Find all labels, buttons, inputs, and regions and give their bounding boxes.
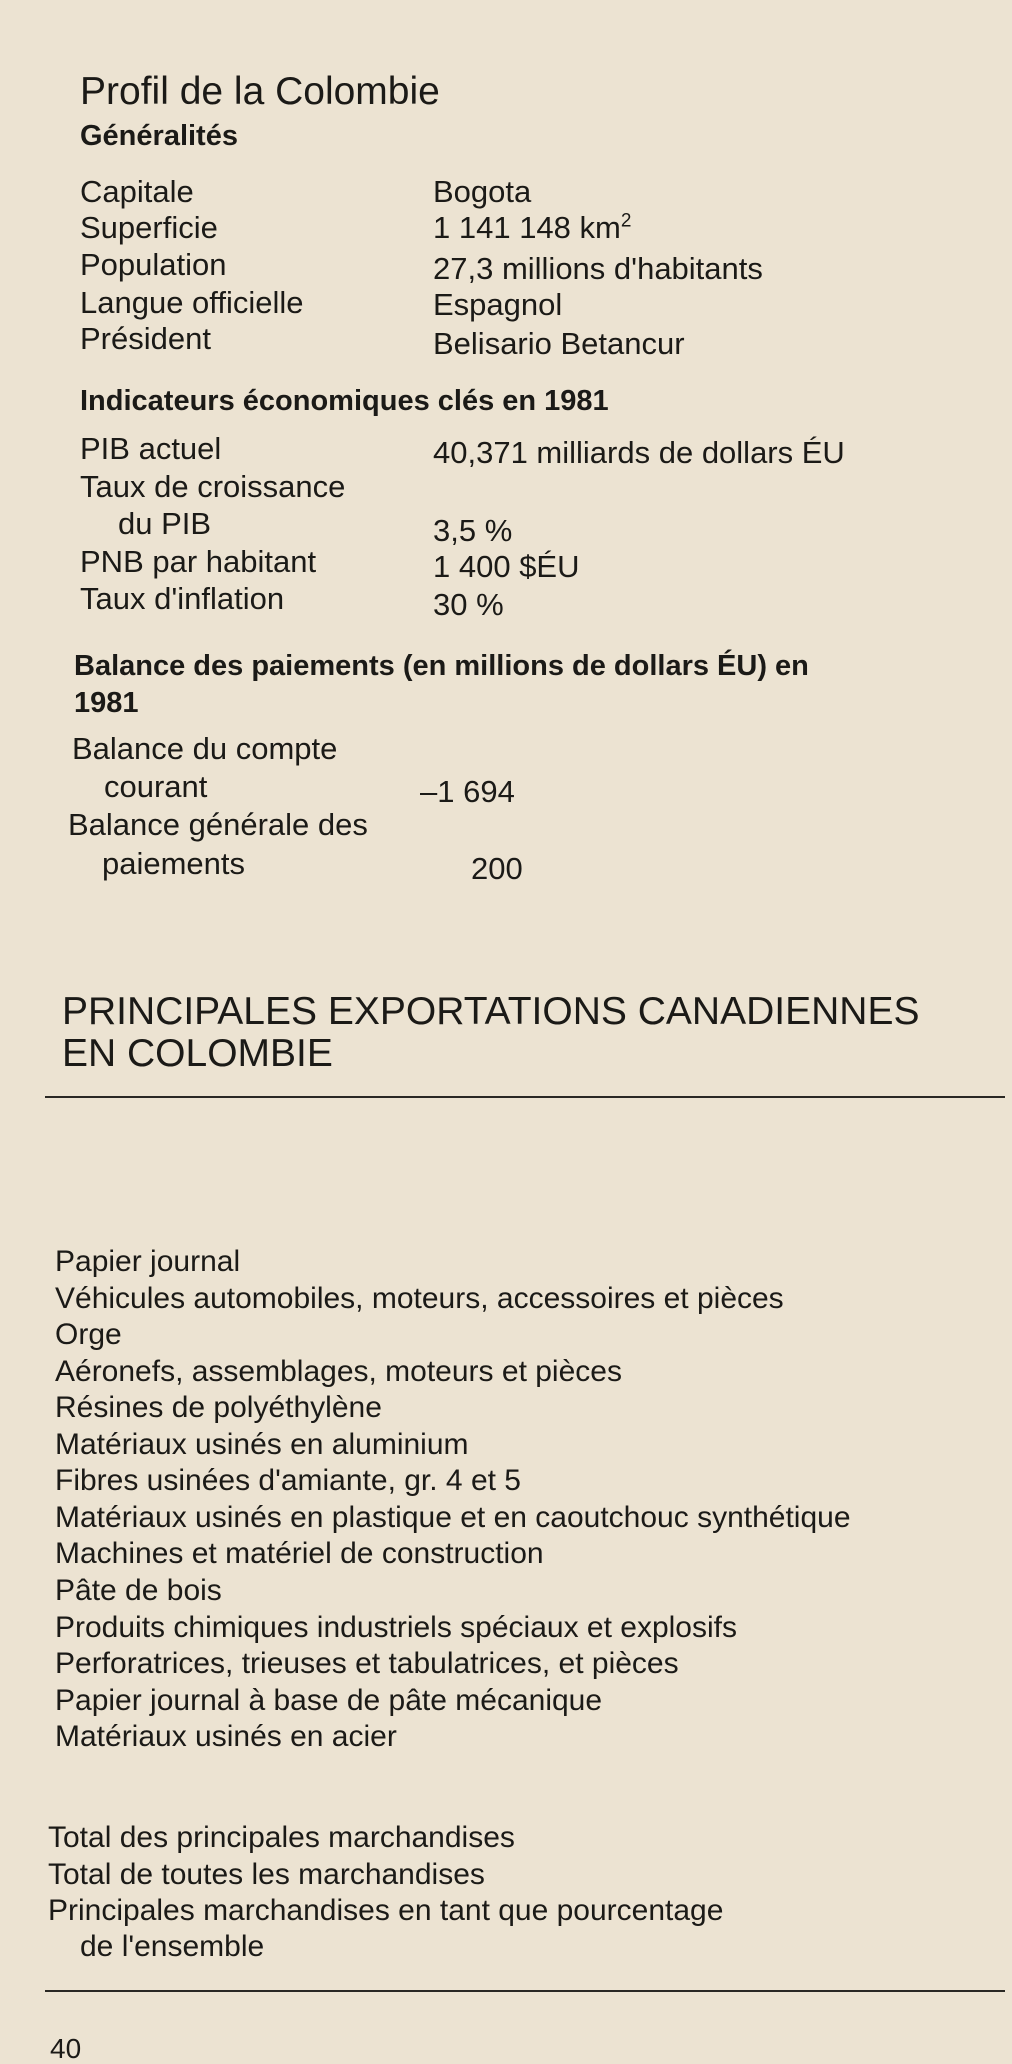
indicator-label-inflation: Taux d'inflation <box>80 581 285 616</box>
general-label-president: Président <box>80 321 211 356</box>
general-value-population: 27,3 millions d'habitants <box>433 251 763 286</box>
balance-heading-year: 1981 <box>74 687 139 719</box>
general-value-language: Espagnol <box>433 287 563 322</box>
export-item: Aéronefs, assemblages, moteurs et pièces <box>55 1355 622 1388</box>
general-label-area: Superficie <box>80 210 218 245</box>
export-item: Pâte de bois <box>55 1574 222 1607</box>
general-label-capital: Capitale <box>80 174 194 209</box>
general-label-language: Langue officielle <box>80 285 304 320</box>
section-rule <box>45 1096 1005 1098</box>
export-item: Papier journal à base de pâte mécanique <box>55 1684 603 1717</box>
indicator-label-growth-cont: du PIB <box>118 506 212 541</box>
indicator-label-gnp: PNB par habitant <box>80 544 317 579</box>
export-item: Matériaux usinés en acier <box>55 1720 397 1753</box>
balance-label-overall-cont: paiements <box>102 846 246 881</box>
exports-title: PRINCIPALES EXPORTATIONS CANADIENNES <box>62 990 920 1033</box>
page-number: 40 <box>50 2033 82 2064</box>
general-label-population: Population <box>80 247 227 282</box>
export-item: Produits chimiques industriels spéciaux et explosifs <box>55 1611 737 1644</box>
indicator-label-gdp: PIB actuel <box>80 431 222 466</box>
export-item: Machines et matériel de construction <box>55 1537 544 1570</box>
export-item: Fibres usinées d'amiante, gr. 4 et 5 <box>55 1464 521 1497</box>
balance-label-overall: Balance générale des <box>68 807 368 842</box>
profile-title: Profil de la Colombie <box>80 70 440 113</box>
indicator-label-growth: Taux de croissance <box>80 469 346 504</box>
general-value-capital: Bogota <box>433 174 532 209</box>
export-item: Papier journal <box>55 1245 241 1278</box>
exports-title-cont: EN COLOMBIE <box>62 1032 333 1075</box>
export-item: Matériaux usinés en aluminium <box>55 1428 469 1461</box>
indicator-value-gnp: 1 400 $ÉU <box>433 549 580 584</box>
balance-value-overall: 200 <box>471 851 523 886</box>
balance-label-current: Balance du compte <box>72 731 338 766</box>
export-item: Véhicules automobiles, moteurs, accessoires et pièces <box>55 1282 784 1315</box>
indicators-heading: Indicateurs économiques clés en 1981 <box>80 385 609 417</box>
total-item: Total de toutes les marchandises <box>48 1858 485 1891</box>
export-item: Perforatrices, trieuses et tabulatrices, et pièces <box>55 1647 679 1680</box>
total-item-cont: de l'ensemble <box>80 1930 265 1963</box>
indicator-value-gdp: 40,371 milliards de dollars ÉU <box>433 435 845 470</box>
bottom-rule <box>45 1990 1005 1992</box>
general-value-president: Belisario Betancur <box>433 326 685 361</box>
total-item: Principales marchandises en tant que pourcentage <box>48 1894 724 1927</box>
export-item: Résines de polyéthylène <box>55 1391 382 1424</box>
general-value-area: 1 141 148 $km^2$ <box>433 210 632 245</box>
superscript-two: 2 <box>620 210 632 232</box>
balance-heading: Balance des paiements (en millions de dollars ÉU) en <box>74 650 809 682</box>
balance-value-current: –1 694 <box>420 774 515 809</box>
export-item: Matériaux usinés en plastique et en caoutchouc synthétique <box>55 1501 851 1534</box>
indicator-value-growth: 3,5 % <box>433 513 513 548</box>
balance-label-current-cont: courant <box>104 769 208 804</box>
export-item: Orge <box>55 1318 122 1351</box>
indicator-value-inflation: 30 % <box>433 587 504 622</box>
total-item: Total des principales marchandises <box>48 1821 515 1854</box>
general-heading: Généralités <box>80 120 238 152</box>
